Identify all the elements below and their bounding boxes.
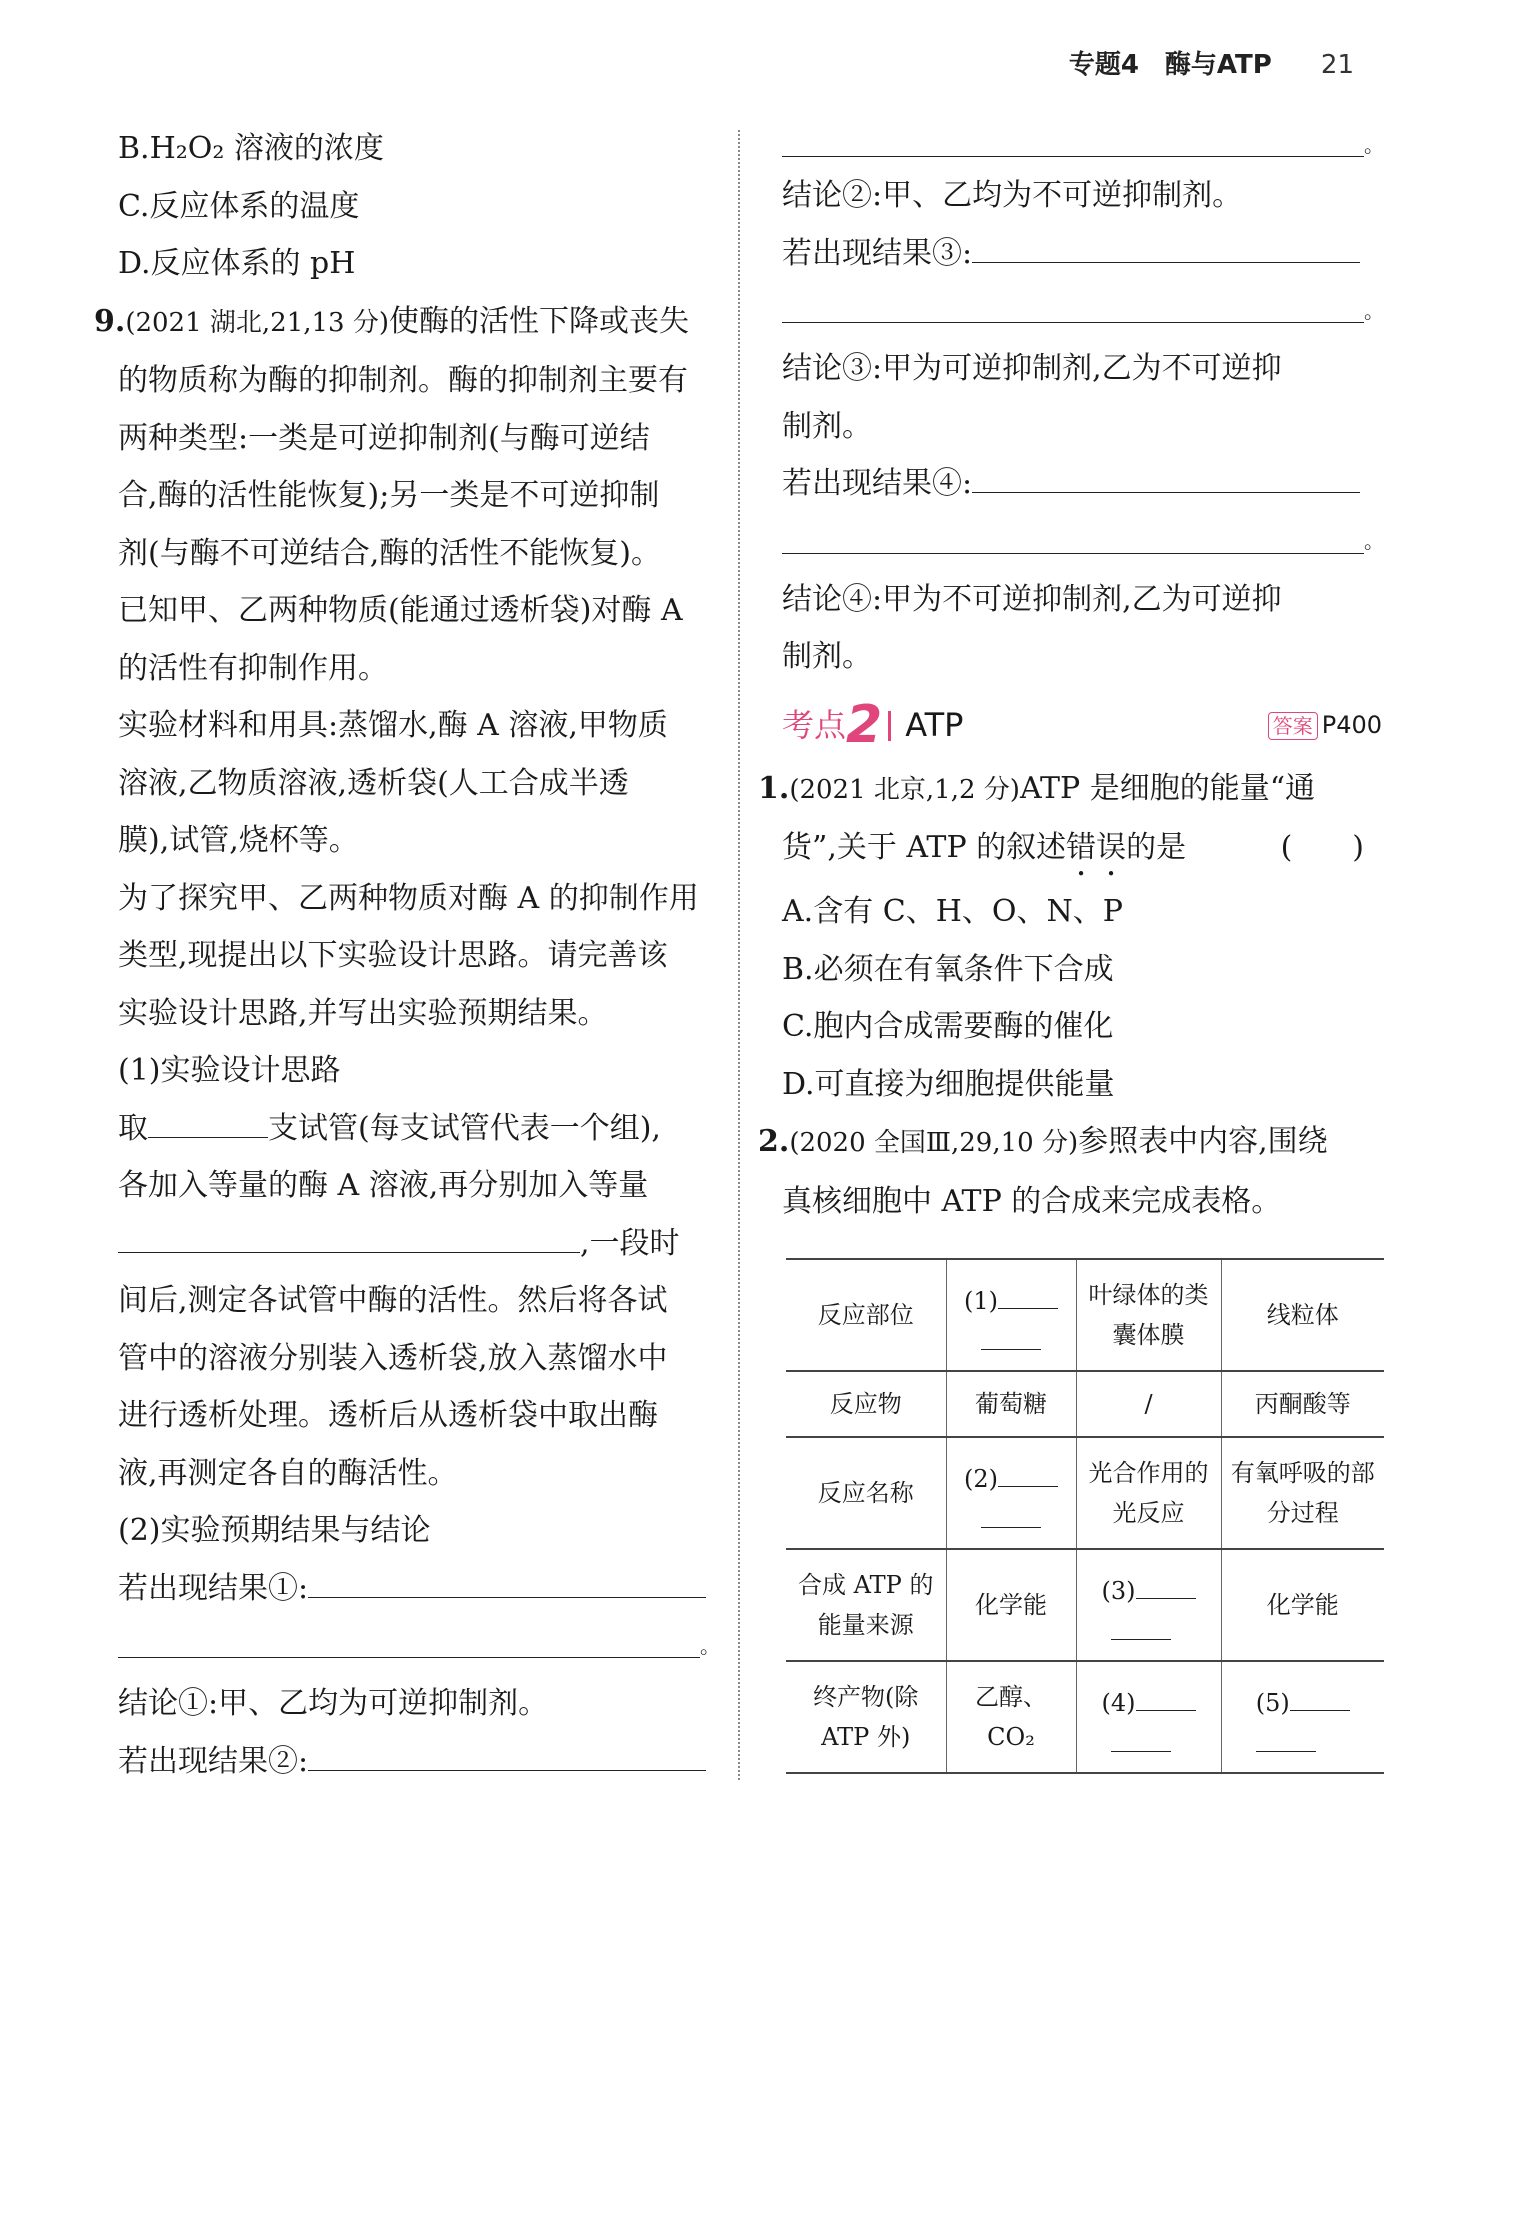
answer-blank[interactable]	[998, 1458, 1058, 1487]
section-number: 2	[846, 694, 883, 755]
row-header: 终产物(除 ATP 外)	[786, 1661, 946, 1773]
question-1-stem	[758, 760, 1382, 820]
conclusion-4: 结论④:甲为不可逆抑制剂,乙为可逆抑	[782, 581, 1282, 617]
emphasized-text: 错误	[1066, 830, 1127, 865]
table-cell: 化学能	[1221, 1549, 1384, 1661]
table-cell: 有氧呼吸的部分过程	[1221, 1437, 1384, 1549]
answer-reference[interactable]	[1268, 697, 1382, 755]
row-header: 反应部位	[786, 1259, 946, 1371]
conclusion-4-cont: 制剂。	[782, 639, 872, 674]
text-line: 实验设计思路,并写出实验预期结果。	[118, 995, 608, 1031]
question-text: 使酶的活性下降或丧失	[389, 303, 690, 339]
table-cell: 乙醇、CO₂	[946, 1661, 1076, 1773]
answer-blank[interactable]	[1136, 1682, 1196, 1711]
table-cell: 化学能	[946, 1549, 1076, 1661]
answer-blank[interactable]	[1111, 1723, 1171, 1752]
option-b: B.H₂O₂ 溶液的浓度	[118, 131, 384, 166]
table-row	[786, 1371, 1384, 1437]
period-mark: 。	[1364, 298, 1384, 323]
table-row	[786, 1259, 1384, 1371]
answer-blank[interactable]	[782, 120, 1384, 157]
table-row	[786, 1549, 1384, 1661]
table-row	[786, 1661, 1384, 1773]
text-line: 膜),试管,烧杯等。	[118, 823, 359, 858]
question-text: ATP 是细胞的能量“通	[1019, 770, 1316, 806]
answer-blank[interactable]	[998, 1280, 1058, 1309]
answer-blank[interactable]	[1136, 1570, 1196, 1599]
blank-number: (3)	[1101, 1577, 1136, 1605]
subheading: (2)实验预期结果与结论	[118, 1513, 431, 1548]
table-cell: 葡萄糖	[946, 1371, 1076, 1437]
table-cell: /	[1076, 1371, 1221, 1437]
section-title: ATP	[905, 705, 964, 744]
text-fragment: 支试管(每支试管代表一个组),	[268, 1110, 661, 1146]
text-fragment: 货”,关于 ATP 的叙述	[782, 830, 1067, 865]
result-4-line	[782, 455, 1382, 513]
question-text: 参照表中内容,围绕	[1078, 1124, 1328, 1159]
question-source: (2020 全国Ⅲ,29,10 分)	[789, 1128, 1079, 1158]
row-header: 合成 ATP 的能量来源	[786, 1549, 946, 1661]
text-line: 间后,测定各试管中酶的活性。然后将各试	[118, 1283, 668, 1318]
fill-cell[interactable]	[1076, 1661, 1221, 1773]
conclusion-2: 结论②:甲、乙均为不可逆抑制剂。	[782, 178, 1243, 213]
page-header	[1069, 44, 1354, 81]
table-cell: 丙酮酸等	[1221, 1371, 1384, 1437]
text-line: 为了探究甲、乙两种物质对酶 A 的抑制作用	[118, 880, 699, 916]
row-header: 反应名称	[786, 1437, 946, 1549]
result-label: 若出现结果②:	[118, 1743, 309, 1779]
conclusion-3-cont: 制剂。	[782, 408, 872, 444]
text-line: 进行透析处理。透析后从透析袋中取出酶	[118, 1398, 658, 1433]
page-number: 21	[1320, 50, 1354, 80]
column-divider	[738, 130, 740, 1780]
result-label: 若出现结果③:	[782, 235, 973, 271]
question-number: 1.	[758, 770, 790, 806]
text-line: 液,再测定各自的酶活性。	[118, 1455, 458, 1491]
answer-blank[interactable]	[981, 1499, 1041, 1528]
answer-blank[interactable]	[782, 282, 1384, 323]
question-2-cont: 真核细胞中 ATP 的合成来完成表格。	[782, 1183, 1282, 1219]
text-line: 实验材料和用具:蒸馏水,酶 A 溶液,甲物质	[118, 708, 668, 743]
blank-number: (1)	[964, 1287, 998, 1315]
atp-synthesis-table	[786, 1258, 1384, 1774]
table-row	[786, 1437, 1384, 1549]
right-column	[758, 120, 1384, 1230]
result-label: 若出现结果①:	[118, 1570, 309, 1606]
question-9-stem	[94, 293, 718, 353]
period-mark: 。	[1364, 529, 1384, 553]
text-line: 溶液,乙物质溶液,透析袋(人工合成半透	[118, 765, 629, 801]
chapter-title: 专题4 酶与ATP	[1068, 50, 1272, 80]
text-line: 各加入等量的酶 A 溶液,再分别加入等量	[118, 1168, 649, 1203]
answer-blank[interactable]	[308, 1740, 706, 1771]
text-line: 合,酶的活性能恢复);另一类是不可逆抑制	[118, 478, 660, 513]
option-d: D.反应体系的 pH	[118, 246, 356, 281]
text-line: 已知甲、乙两种物质(能通过透析袋)对酶 A	[118, 593, 683, 628]
answer-blank[interactable]	[782, 513, 1384, 554]
answer-blank[interactable]	[1111, 1611, 1171, 1640]
blank-number: (2)	[964, 1465, 998, 1493]
text-line: 两种类型:一类是可逆抑制剂(与酶可逆结	[118, 420, 650, 456]
text-line: 类型,现提出以下实验设计思路。请完善该	[118, 938, 668, 973]
answer-blank[interactable]	[1290, 1682, 1350, 1711]
question-number: 2.	[758, 1124, 790, 1159]
table-cell: 光合作用的光反应	[1076, 1437, 1221, 1549]
fill-line	[118, 1215, 718, 1273]
result-1-line	[118, 1560, 718, 1618]
blank-number: (5)	[1255, 1689, 1290, 1717]
blank-number: (4)	[1101, 1689, 1136, 1717]
answer-tag: 答案	[1268, 712, 1318, 740]
answer-blank[interactable]	[972, 232, 1360, 263]
answer-parenthesis[interactable]: ( )	[1280, 830, 1364, 865]
fill-line	[118, 1100, 718, 1158]
result-3-line	[782, 225, 1382, 283]
question-2-stem	[758, 1113, 1382, 1173]
period-mark: 。	[700, 1633, 720, 1658]
text-fragment: 的是	[1126, 830, 1187, 865]
section-bar	[888, 711, 891, 741]
answer-blank[interactable]	[981, 1321, 1041, 1350]
text-fragment: ,一段时	[580, 1225, 680, 1261]
period-mark: 。	[1364, 132, 1384, 157]
option-c: C.反应体系的温度	[118, 188, 360, 224]
section-label: 考点	[782, 705, 847, 744]
conclusion-1: 结论①:甲、乙均为可逆抑制剂。	[118, 1686, 549, 1721]
answer-blank[interactable]	[308, 1567, 706, 1598]
result-label: 若出现结果④:	[782, 466, 973, 501]
text-line: 剂(与酶不可逆结合,酶的活性不能恢复)。	[118, 535, 661, 571]
result-2-line	[118, 1733, 718, 1791]
answer-blank[interactable]	[972, 462, 1360, 493]
question-1-cont	[782, 819, 1382, 883]
option-a[interactable]: A.含有 C、H、O、N、P	[782, 894, 1123, 929]
option-b[interactable]: B.必须在有氧条件下合成	[782, 951, 1114, 987]
answer-page: P400	[1321, 710, 1382, 739]
row-header: 反应物	[786, 1371, 946, 1437]
fill-cell[interactable]	[946, 1437, 1076, 1549]
answer-blank[interactable]	[118, 1222, 580, 1253]
conclusion-3: 结论③:甲为可逆抑制剂,乙为不可逆抑	[782, 351, 1282, 386]
text-line: 的物质称为酶的抑制剂。酶的抑制剂主要有	[118, 363, 688, 398]
table-cell: 线粒体	[1221, 1259, 1384, 1371]
option-d[interactable]: D.可直接为细胞提供能量	[782, 1066, 1115, 1102]
question-source: (2021 北京,1,2 分)	[789, 774, 1020, 805]
table-cell: 叶绿体的类囊体膜	[1076, 1259, 1221, 1371]
fill-cell[interactable]	[1221, 1661, 1384, 1773]
subheading: (1)实验设计思路	[118, 1053, 341, 1088]
section-heading	[782, 696, 1382, 756]
question-source: (2021 湖北,21,13 分)	[125, 307, 390, 338]
text-fragment: 取	[118, 1110, 148, 1146]
answer-blank[interactable]	[1256, 1723, 1316, 1752]
question-number: 9.	[94, 303, 126, 339]
answer-blank[interactable]	[148, 1107, 268, 1138]
option-c[interactable]: C.胞内合成需要酶的催化	[782, 1009, 1114, 1044]
answer-blank[interactable]	[118, 1617, 720, 1658]
fill-cell[interactable]	[1076, 1549, 1221, 1661]
left-column	[94, 120, 720, 1790]
text-line: 的活性有抑制作用。	[118, 650, 388, 686]
fill-cell[interactable]	[946, 1259, 1076, 1371]
text-line: 管中的溶液分别装入透析袋,放入蒸馏水中	[118, 1340, 668, 1376]
